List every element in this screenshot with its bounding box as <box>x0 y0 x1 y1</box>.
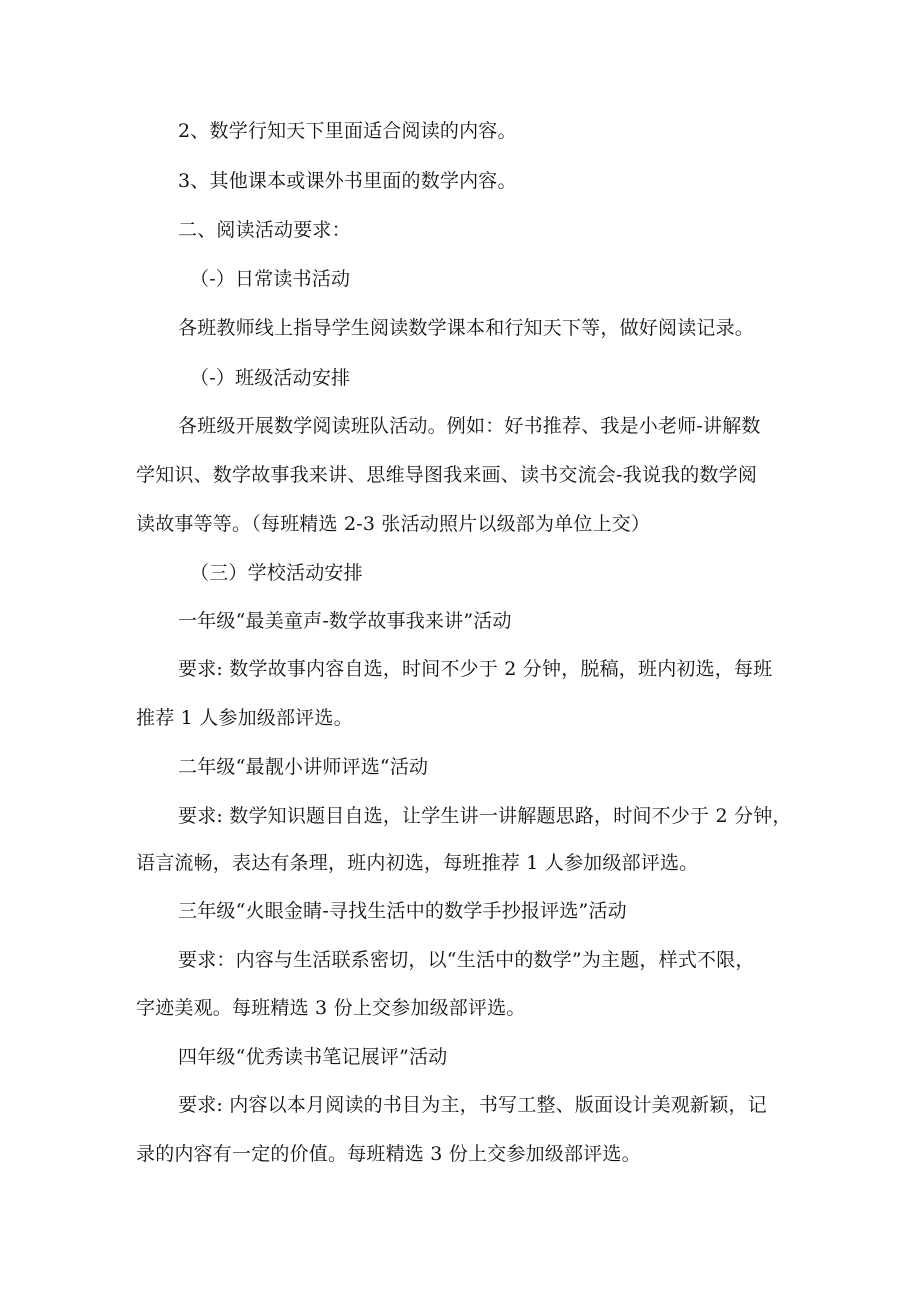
paragraph-daily-reading: 各班教师线上指导学生阅读数学课本和行知天下等，做好阅读记录。 <box>178 317 755 339</box>
grade-3-requirement-line-2: 字迹美观。每班精选 3 份上交参加级部评选。 <box>136 997 526 1019</box>
paragraph-class-activity-line-1: 各班级开展数学阅读班队活动。例如：好书推荐、我是小老师-讲解数 <box>178 415 761 437</box>
grade-4-activity-title: 四年级“优秀读书笔记展评”活动 <box>178 1046 448 1068</box>
grade-4-requirement-line-1: 要求: 内容以本月阅读的书目为主，书写工整、版面设计美观新颖，记 <box>178 1094 767 1116</box>
grade-3-activity-title: 三年级“火眼金睛-寻找生活中的数学手抄报评选”活动 <box>178 900 627 922</box>
grade-1-requirement-line-2: 推荐 1 人参加级部评选。 <box>136 707 353 729</box>
grade-2-requirement-line-1: 要求: 数学知识题目自选，让学生讲一讲解题思路，时间不少于 2 分钟， <box>178 805 792 827</box>
grade-2-requirement-line-2: 语言流畅，表达有条理，班内初选，每班推荐 1 人参加级部评选。 <box>136 852 699 874</box>
grade-1-requirement-line-1: 要求: 数学故事内容自选，时间不少于 2 分钟，脱稿，班内初选，每班 <box>178 658 773 680</box>
paragraph-class-activity-line-2: 学知识、数学故事我来讲、思维导图我来画、读书交流会-我说我的数学阅 <box>136 464 758 486</box>
content-line-item-3: 3、其他课本或课外书里面的数学内容。 <box>178 170 517 192</box>
section-heading-reading-requirements: 二、阅读活动要求： <box>178 219 351 241</box>
content-line-item-2: 2、数学行知天下里面适合阅读的内容。 <box>178 120 517 142</box>
grade-1-activity-title: 一年级“最美童声-数学故事我来讲”活动 <box>178 610 512 632</box>
paragraph-class-activity-line-3: 读故事等等。（每班精选 2-3 张活动照片以级部为单位上交） <box>136 513 651 535</box>
grade-4-requirement-line-2: 录的内容有一定的价值。每班精选 3 份上交参加级部评选。 <box>136 1143 641 1165</box>
subheading-school-activity: （三）学校活动安排 <box>190 562 363 584</box>
grade-2-activity-title: 二年级“最靓小讲师评选“活动 <box>178 756 429 778</box>
subheading-class-activity: （-）班级活动安排 <box>190 367 351 389</box>
grade-3-requirement-line-1: 要求：内容与生活联系密切，以“生活中的数学”为主题，样式不限， <box>178 949 755 971</box>
subheading-daily-reading: （-）日常读书活动 <box>190 268 351 290</box>
